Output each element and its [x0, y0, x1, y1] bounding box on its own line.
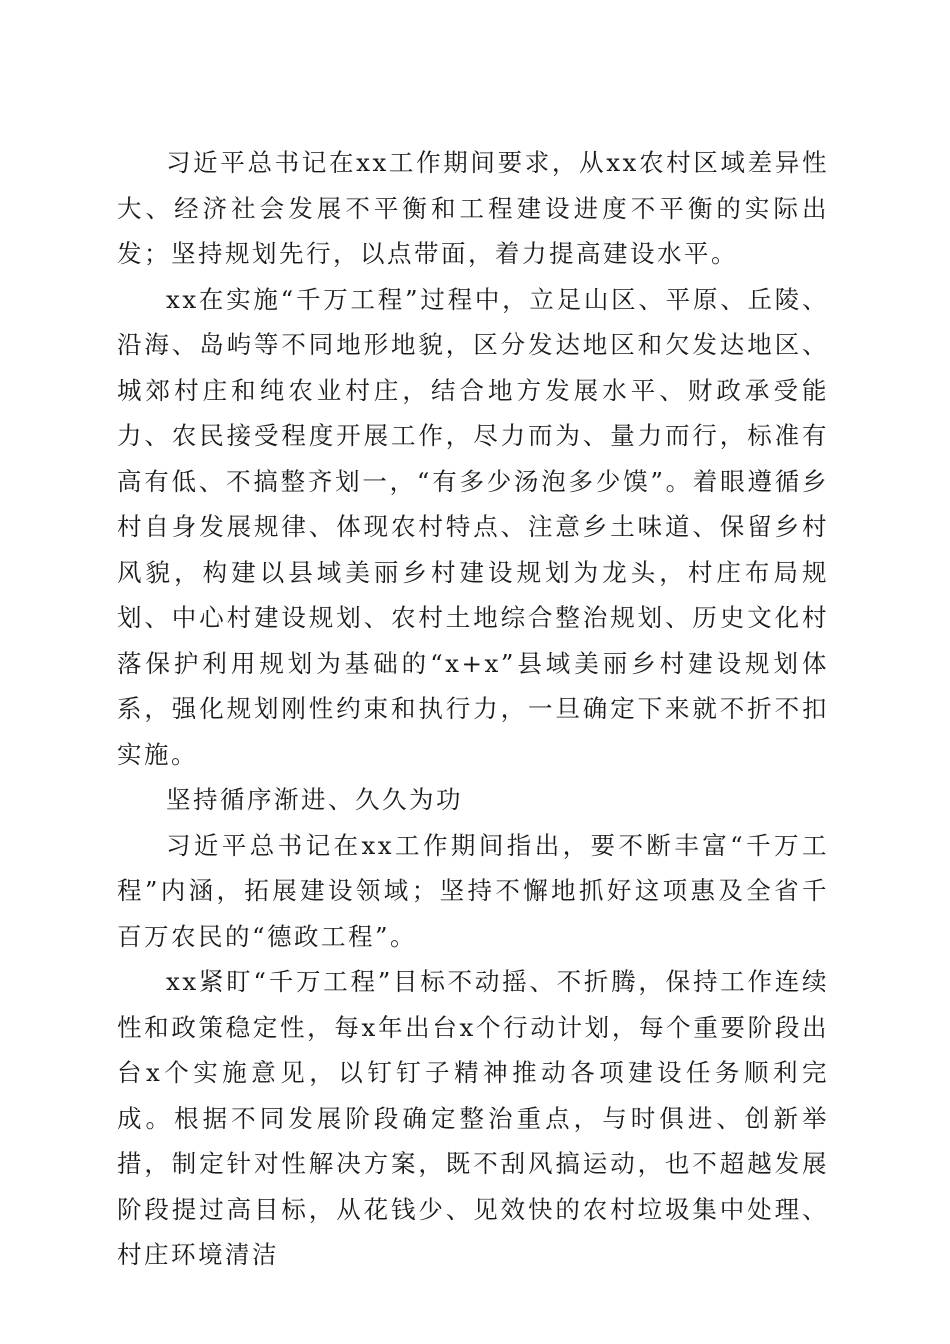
paragraph-2: xx在实施“千万工程”过程中，立足山区、平原、丘陵、沿海、岛屿等不同地形地貌，区分发达地区和欠发达地区、城郊村庄和纯农业村庄，结合地方发展水平、财政承受能力、农民接受程度开展工作，尽力而为、量力而行，标准有高有低、不搞整齐划一，“有多少汤泡多少馍”。着眼遵循乡村自身发展规律、体现农村特点、注意乡土味道、保留乡村风貌，构建以县域美丽乡村建设规划为龙头，村庄布局规划、中心村建设规划、农村土地综合整治规划、历史文化村落保护利用规划为基础的“x+x”县域美丽乡村建设规划体系，强化规划刚性约束和执行力，一旦确定下来就不折不扣实施。	[117, 284, 829, 769]
document-body	[117, 140, 829, 1278]
paragraph-3: 习近平总书记在xx工作期间指出，要不断丰富“千万工程”内涵，拓展建设领域；坚持不懈地抓好这项惠及全省千百万农民的“德政工程”。	[117, 830, 829, 951]
section-heading: 坚持循序渐进、久久为功	[166, 785, 463, 814]
paragraph-1: 习近平总书记在xx工作期间要求，从xx农村区域差异性大、经济社会发展不平衡和工程建设进度不平衡的实际出发；坚持规划先行，以点带面，着力提高建设水平。	[117, 148, 829, 268]
paragraph-4: xx紧盯“千万工程”目标不动摇、不折腾，保持工作连续性和政策稳定性，每x年出台x个行动计划，每个重要阶段出台x个实施意见，以钉钉子精神推动各项建设任务顺利完成。根据不同发展阶段确定整治重点，与时俱进、创新举措，制定针对性解决方案，既不刮风搞运动，也不超越发展阶段提过高目标，从花钱少、见效快的农村垃圾集中处理、村庄环境清洁	[117, 967, 829, 1269]
